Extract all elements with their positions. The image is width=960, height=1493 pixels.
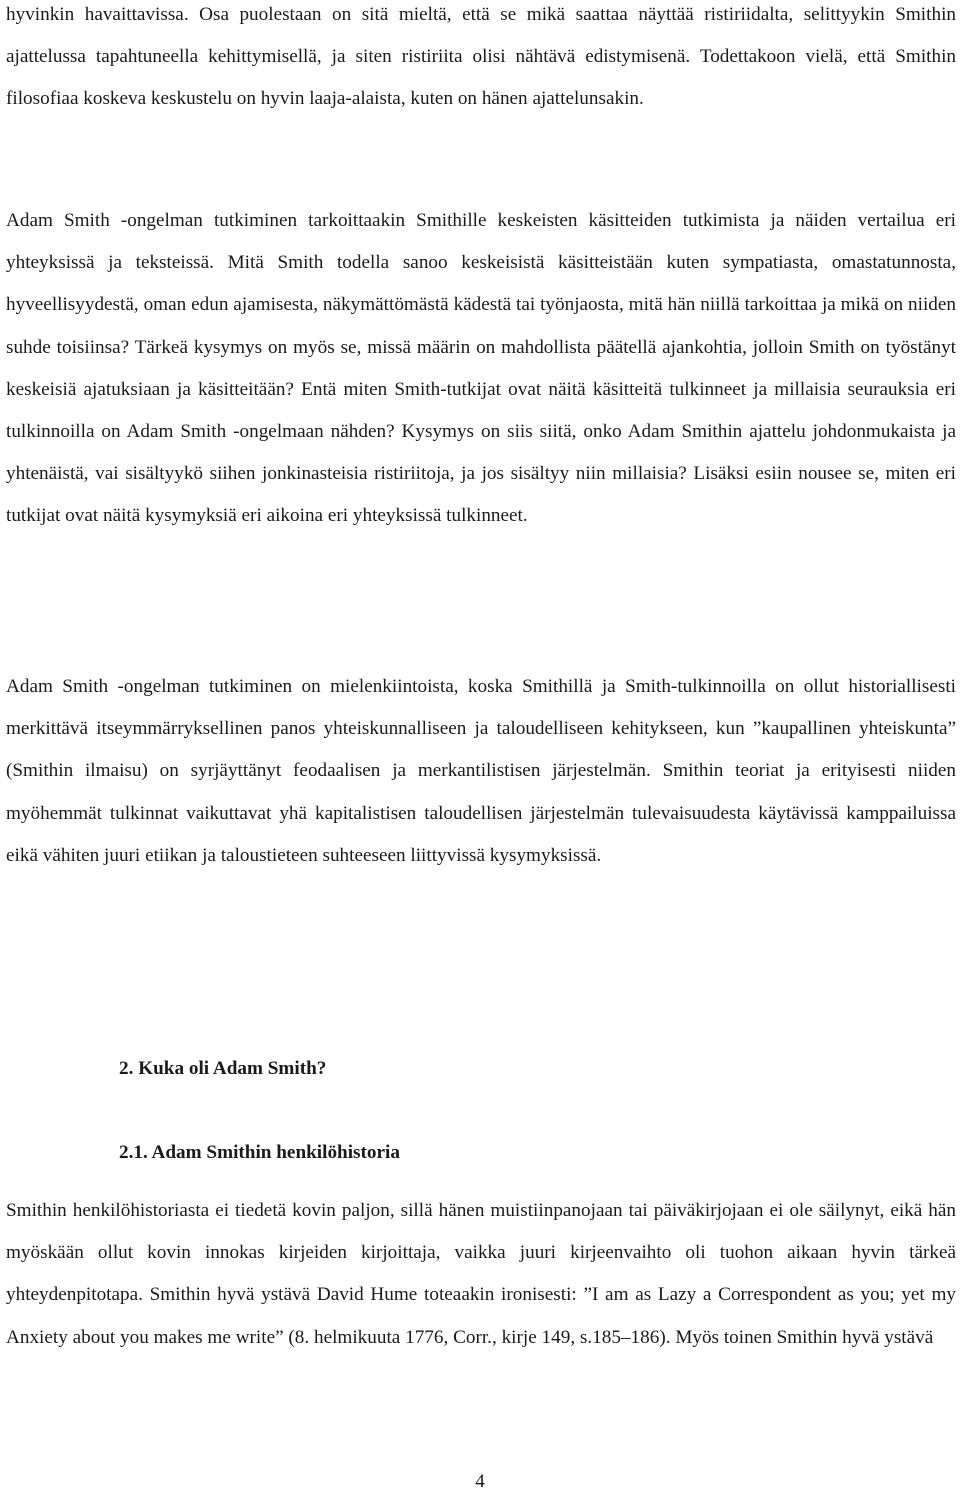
paragraph-significance: Adam Smith -ongelman tutkiminen on mielenkiintoista, koska Smithillä ja Smith-tulkinnoilla on ollut historiallisesti merkittävä itseymmärryksellinen panos yhteiskunnalliseen ja taloudelliseen kehitykseen, kun ”kaupallinen yhteiskunta” (Smithin ilmaisu) on syrjäyttänyt feodaalisen ja merkantilistisen järjestelmän. Smithin teoriat ja erityisesti niiden myöhemmät tulkinnat vaikuttavat yhä kapitalistisen taloudellisen järjestelmän tulevaisuudesta käytävissä kamppailuissa eikä vähiten juuri etiikan ja taloustieteen suhteeseen liittyvissä kysymyksissä.: [6, 676, 956, 866]
paragraph-continuation: hyvinkin havaittavissa. Osa puolestaan on sitä mieltä, että se mikä saattaa näyttää ristiriidalta, selittyykin Smithin ajattelussa tapahtuneella kehittymisellä, ja siten ristiriita olisi nähtävä edistymisenä. Todettakoon vielä, että Smithin filosofiaa koskeva keskustelu on hyvin laaja-alaista, kuten on hänen ajattelunsakin.: [6, 4, 956, 110]
page-number: 4: [475, 1471, 485, 1492]
paragraph-biography: Smithin henkilöhistoriasta ei tiedetä kovin paljon, sillä hänen muistiinpanojaan tai päiväkirjojaan ei ole säilynyt, eikä hän myöskään ollut kovin innokas kirjeiden kirjoittaja, vaikka juuri kirjeenvaihto oli tuohon aikaan hyvin tärkeä yhteydenpitotapa. Smithin hyvä ystävä David Hume toteaakin ironisesti: ”I am as Lazy a Correspondent as you; yet my Anxiety about you makes me write” (8. helmikuuta 1776, Corr., kirje 149, s.185–186). Myös toinen Smithin hyvä ystävä: [6, 1200, 956, 1348]
paragraph-research-questions: Adam Smith -ongelman tutkiminen tarkoittaakin Smithille keskeisten käsitteiden tutkimista ja näiden vertailua eri yhteyksissä ja teksteissä. Mitä Smith todella sanoo keskeisistä käsitteistään kuten sympatiasta, omastatunnosta, hyveellisyydestä, oman edun ajamisesta, näkymättömästä kädestä tai työnjaosta, mitä hän niillä tarkoittaa ja mikä on niiden suhde toisiinsa? Tärkeä kysymys on myös se, missä määrin on mahdollista päätellä ajankohtia, jolloin Smith on työstänyt keskeisiä ajatuksiaan ja käsitteitään? Entä miten Smith-tutkijat ovat näitä käsitteitä tulkinneet ja millaisia seurauksia eri tulkinnoilla on Adam Smith -ongelmaan nähden? Kysymys on siis siitä, onko Adam Smithin ajattelu johdonmukaista ja yhtenäistä, vai sisältyykö siihen jonkinasteisia ristiriitoja, ja jos sisältyy niin millaisia? Lisäksi esiin nousee se, miten eri tutkijat ovat näitä kysymyksiä eri aikoina eri yhteyksissä tulkinneet.: [6, 210, 956, 527]
chapter-heading: 2. Kuka oli Adam Smith?: [119, 1058, 327, 1079]
section-heading: 2.1. Adam Smithin henkilöhistoria: [119, 1142, 400, 1163]
